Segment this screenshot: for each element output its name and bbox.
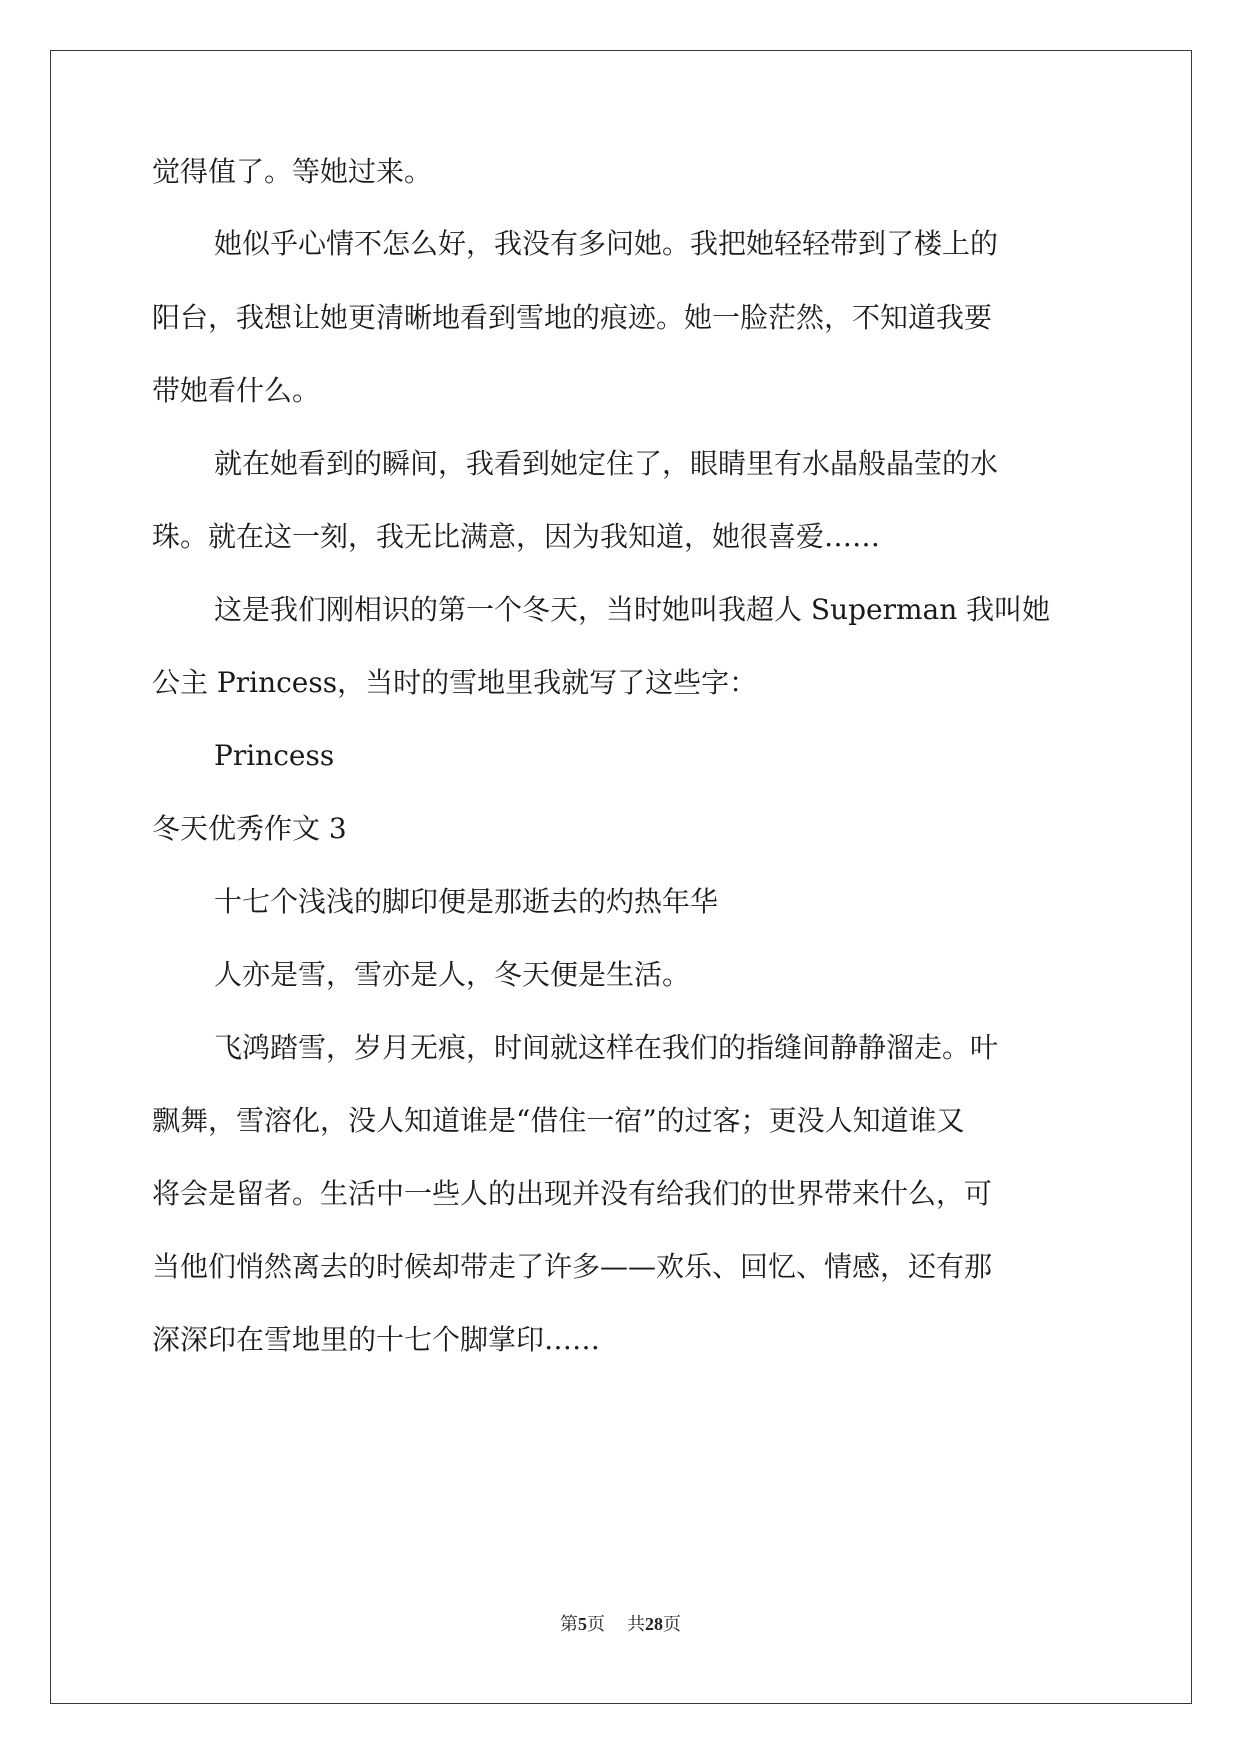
page-footer — [0, 1610, 1241, 1636]
section-heading: 冬天优秀作文 3 — [152, 812, 347, 845]
body-line: 珠。就在这一刻，我无比满意，因为我知道，她很喜爱…… — [152, 520, 881, 553]
body-line: 当他们悄然离去的时候却带走了许多——欢乐、回忆、情感，还有那 — [152, 1250, 993, 1283]
body-line: 公主 Princess，当时的雪地里我就写了这些字： — [152, 666, 758, 699]
page-prefix: 第 — [560, 1614, 578, 1634]
paragraph-start-line: 十七个浅浅的脚印便是那逝去的灼热年华 — [214, 885, 719, 918]
body-line: 觉得值了。等她过来。 — [152, 155, 433, 188]
paragraph-start-line: 飞鸿踏雪，岁月无痕，时间就这样在我们的指缝间静静溜走。叶 — [214, 1031, 999, 1064]
paragraph-start-line: 这是我们刚相识的第一个冬天，当时她叫我超人 Superman 我叫她 — [214, 593, 1051, 626]
body-line: 飘舞，雪溶化，没人知道谁是“借住一宿”的过客；更没人知道谁又 — [152, 1104, 965, 1137]
paragraph-start-line: 她似乎心情不怎么好，我没有多问她。我把她轻轻带到了楼上的 — [214, 227, 999, 260]
body-line: 深深印在雪地里的十七个脚掌印…… — [152, 1323, 601, 1356]
paragraph-start-line: 人亦是雪，雪亦是人，冬天便是生活。 — [214, 958, 691, 991]
body-line: 阳台，我想让她更清晰地看到雪地的痕迹。她一脸茫然，不知道我要 — [152, 301, 993, 334]
page-number: 5 — [578, 1614, 587, 1634]
page-suffix: 页 — [587, 1614, 605, 1634]
body-line: 将会是留者。生活中一些人的出现并没有给我们的世界带来什么，可 — [152, 1177, 993, 1210]
total-suffix: 页 — [663, 1614, 681, 1634]
paragraph-start-line: Princess — [214, 739, 335, 772]
total-pages: 28 — [645, 1614, 663, 1634]
total-prefix: 共 — [627, 1614, 645, 1634]
body-line: 带她看什么。 — [152, 374, 321, 407]
paragraph-start-line: 就在她看到的瞬间，我看到她定住了，眼睛里有水晶般晶莹的水 — [214, 447, 999, 480]
